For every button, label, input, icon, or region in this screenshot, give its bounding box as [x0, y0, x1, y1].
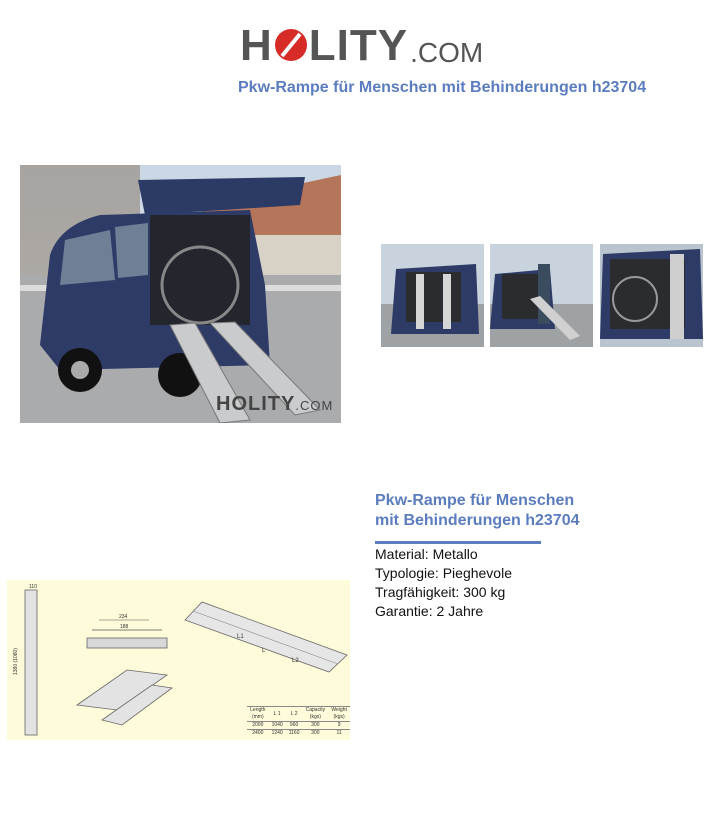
dim-l2: L2	[292, 658, 299, 664]
product-thumbnail-1[interactable]	[381, 244, 484, 347]
spec-type: Typologie: Pieghevole	[375, 565, 512, 581]
table-row: 2000 1040 960 300 9	[247, 722, 350, 730]
photo-watermark: HOLITY.COM	[216, 393, 334, 415]
spec-material: Material: Metallo	[375, 546, 478, 562]
product-specs	[375, 545, 512, 621]
technical-drawing[interactable]	[7, 580, 350, 740]
brand-logo[interactable]	[240, 18, 485, 68]
product-main-photo[interactable]	[20, 165, 341, 423]
product-title	[375, 491, 615, 531]
dim-top: 110	[29, 584, 37, 590]
spec-warranty: Garantie: 2 Jahre	[375, 603, 484, 619]
title-divider	[375, 541, 541, 544]
dim-width: 234	[119, 614, 128, 620]
table-row: 2400 1240 1160 300 11	[247, 730, 350, 738]
dim-l: L	[262, 648, 266, 654]
spec-table: Length (mm) L 1 L 2 Capacity (kgs) Weight (kgs) 2000 1040 960 300 9 2400 1240 1160 300 11	[247, 706, 350, 737]
logo-domain: .COM	[410, 37, 484, 68]
product-thumbnail-3[interactable]	[600, 244, 703, 347]
logo-o-icon	[273, 26, 309, 64]
dim-inner: 188	[120, 624, 129, 630]
spec-capacity: Tragfähigkeit: 300 kg	[375, 584, 506, 600]
page-title: Pkw-Rampe für Menschen mit Behinderungen h23704	[238, 79, 647, 96]
product-title-line1: Pkw-Rampe für Menschen	[375, 492, 575, 509]
dim-l1: L1	[237, 634, 244, 640]
product-title-line2: mit Behinderungen h23704	[375, 512, 580, 529]
product-thumbnail-2[interactable]	[490, 244, 593, 347]
logo-wordmark: H LITY	[240, 21, 409, 70]
dim-side: 1380 (1080)	[13, 648, 19, 675]
